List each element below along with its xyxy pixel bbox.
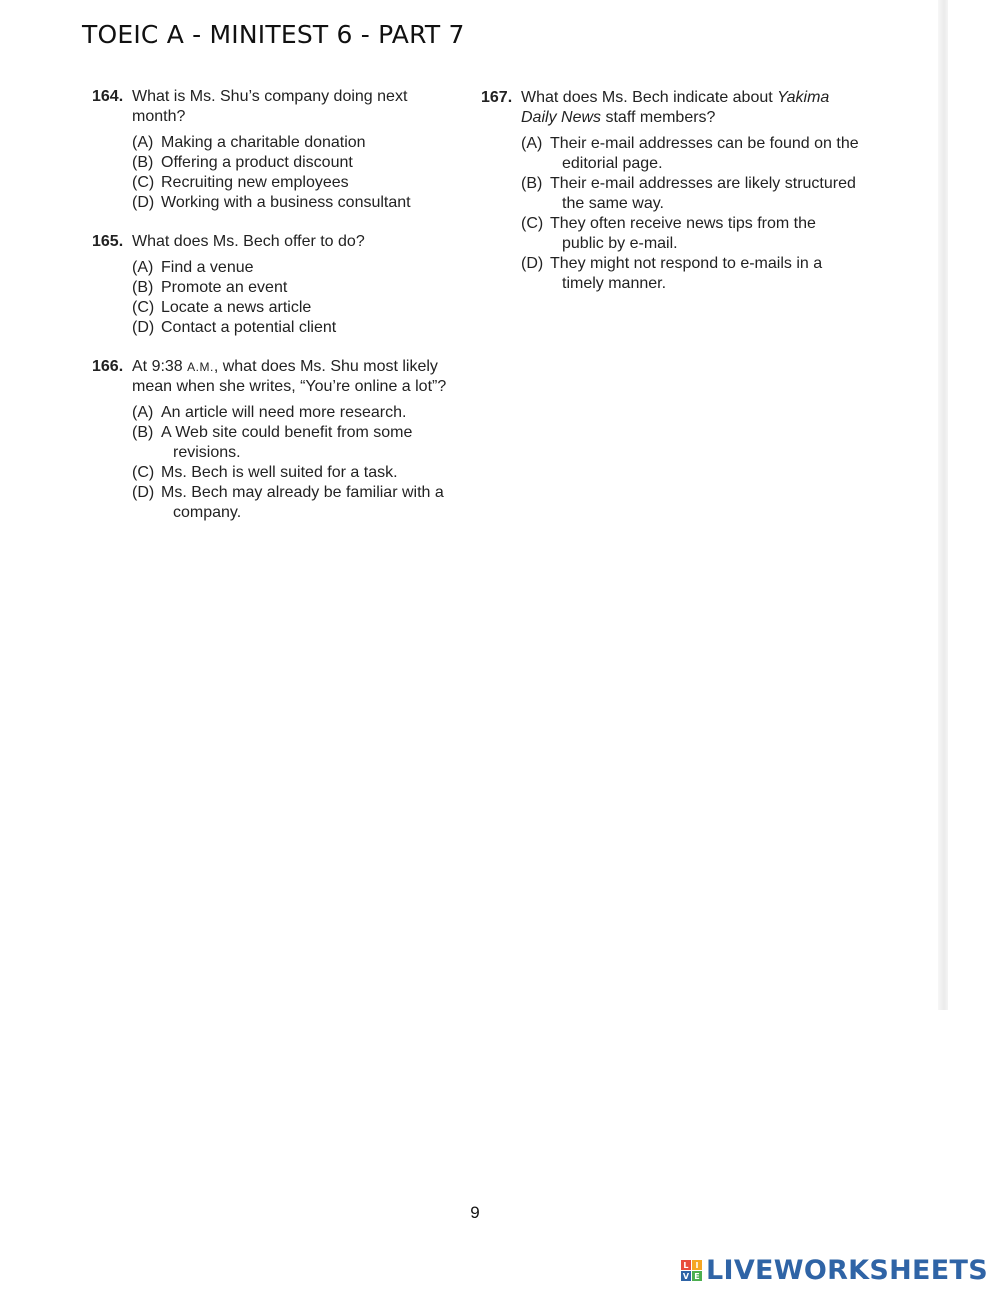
option-text: They might not respond to e-mails in a timely manner. [550,255,823,292]
option-d[interactable] [132,193,462,213]
right-column [481,88,861,313]
question-stem [481,88,861,128]
option-key: (D) [521,255,544,272]
option-key: (C) [132,464,155,481]
option-d[interactable] [521,254,861,294]
question-number: 165. [92,233,124,250]
time-suffix: A.M. [187,360,214,374]
question-number: 164. [92,88,124,105]
option-text: Find a venue [161,259,254,276]
question-stem [92,357,462,397]
question-166 [92,357,462,523]
logo-tile-e: E [692,1271,702,1281]
question-number: 167. [481,89,513,106]
option-text: Contact a potential client [161,319,337,336]
question-stem [92,87,462,127]
answer-options [481,134,861,294]
option-key: (D) [132,319,155,336]
question-text-end: , what does Ms. Shu most likely mean when she writes, “You’re online a lot”? [132,358,447,395]
option-key: (B) [132,424,154,441]
page-number: 9 [470,1203,480,1222]
question-number: 166. [92,358,124,375]
option-text: Ms. Bech may already be familiar with a company. [161,484,444,521]
option-key: (B) [521,175,543,192]
option-c[interactable] [521,214,861,254]
live-logo-icon [681,1260,702,1281]
question-stem [92,232,462,252]
option-text: They often receive news tips from the public by e-mail. [550,215,816,252]
option-key: (A) [132,259,154,276]
option-b[interactable] [132,278,462,298]
option-key: (B) [132,279,154,296]
question-165 [92,232,462,338]
brand-name: LIVEWORKSHEETS [705,1255,988,1286]
option-b[interactable] [132,423,462,463]
option-text: An article will need more research. [161,404,407,421]
option-text: A Web site could benefit from some revisions. [161,424,413,461]
page-title: TOEIC A - MINITEST 6 - PART 7 [82,20,465,49]
option-text: Their e-mail addresses can be found on the editorial page. [550,135,859,172]
option-key: (C) [132,299,155,316]
option-text: Recruiting new employees [161,174,349,191]
option-a[interactable] [132,403,462,423]
option-c[interactable] [132,298,462,318]
logo-tile-v: V [682,1271,690,1281]
option-b[interactable] [521,174,861,214]
option-key: (B) [132,154,154,171]
question-text: What is Ms. Shu’s company doing next month? [132,88,408,125]
answer-options [92,133,462,213]
option-key: (A) [521,135,543,152]
option-text: Locate a news article [161,299,312,316]
option-text: Their e-mail addresses are likely structured the same way. [550,175,856,212]
option-text: Promote an event [161,279,288,296]
option-d[interactable] [132,483,462,523]
option-key: (D) [132,484,155,501]
option-key: (A) [132,134,154,151]
option-a[interactable] [521,134,861,174]
option-c[interactable] [132,463,462,483]
option-text: Ms. Bech is well suited for a task. [161,464,398,481]
question-text-start: At 9:38 [132,358,183,375]
logo-tile-l: L [681,1260,691,1270]
option-key: (A) [132,404,154,421]
option-text: Working with a business consultant [161,194,411,211]
question-text: What does Ms. Bech offer to do? [132,233,365,250]
option-key: (C) [132,174,155,191]
publication-name: Yakima Daily News [521,89,830,126]
scan-shadow-edge [938,0,948,1010]
option-text: Offering a product discount [161,154,353,171]
liveworksheets-logo[interactable] [681,1255,988,1286]
answer-options [92,403,462,523]
question-164 [92,87,462,213]
option-d[interactable] [132,318,462,338]
option-a[interactable] [132,258,462,278]
option-key: (D) [132,194,155,211]
option-b[interactable] [132,153,462,173]
question-167 [481,88,861,294]
question-text-start: What does Ms. Bech indicate about [521,89,773,106]
option-a[interactable] [132,133,462,153]
answer-options [92,258,462,338]
left-column [92,87,462,542]
logo-tile-i: I [692,1260,702,1270]
option-c[interactable] [132,173,462,193]
option-text: Making a charitable donation [161,134,366,151]
option-key: (C) [521,215,544,232]
question-text-end: staff members? [605,109,716,126]
